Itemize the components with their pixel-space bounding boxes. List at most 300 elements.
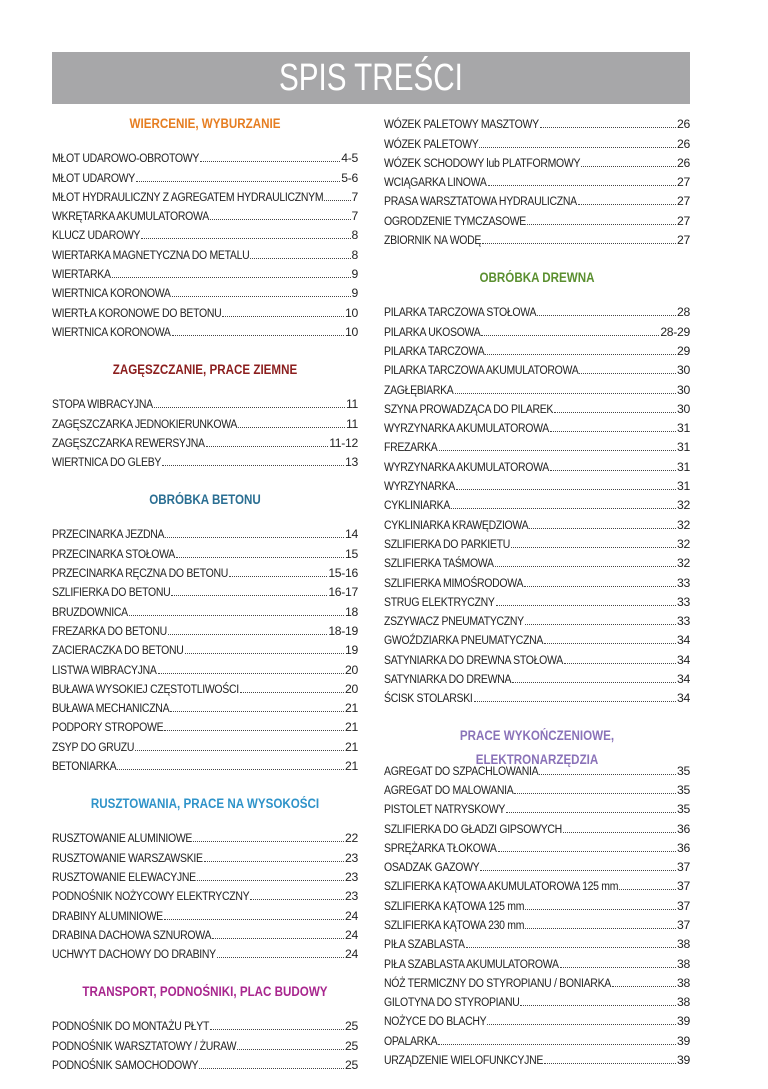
toc-entry[interactable]	[52, 242, 358, 261]
toc-entry-page: 25	[345, 1019, 358, 1034]
dotted-leader	[540, 127, 676, 128]
toc-entry-page: 32	[677, 536, 690, 551]
toc-entry-name: SZLIFIERKA DO GŁADZI GIPSOWYCH	[384, 821, 562, 836]
toc-entry-page: 9	[351, 286, 358, 301]
toc-entry-page: 21	[345, 701, 358, 716]
toc-entry[interactable]	[52, 281, 358, 300]
dotted-leader	[250, 258, 350, 259]
toc-entry[interactable]	[384, 990, 690, 1009]
section-heading: ZAGĘSZCZANIE, PRACE ZIEMNE	[112, 361, 298, 377]
toc-entry-page: 8	[351, 247, 358, 262]
toc-entry[interactable]	[384, 816, 690, 835]
dotted-leader	[439, 450, 676, 451]
toc-entry-page: 21	[345, 739, 358, 754]
toc-entry-name: AGREGAT DO MALOWANIA	[384, 782, 514, 797]
toc-entry[interactable]	[384, 913, 690, 932]
toc-entry[interactable]	[384, 416, 690, 435]
toc-entry-name: SZLIFIERKA KĄTOWA 230 mm	[384, 917, 525, 932]
toc-entry[interactable]	[384, 151, 690, 170]
dotted-leader	[482, 243, 676, 244]
toc-entry-name: SZLIFIERKA DO BETONU	[52, 585, 171, 600]
dotted-leader	[495, 566, 676, 567]
toc-entry[interactable]	[384, 1048, 690, 1067]
section-spacer	[384, 247, 690, 266]
toc-entry-name: STRUG ELEKTRYCZNY	[384, 594, 495, 609]
toc-entry[interactable]	[52, 580, 358, 599]
toc-entry-name: PILARKA TARCZOWA STOŁOWA	[384, 305, 537, 320]
dotted-leader	[204, 861, 344, 862]
dotted-leader	[170, 711, 344, 712]
toc-entry-name: AGREGAT DO SZPACHLOWANIA	[384, 763, 539, 778]
toc-entry-name: RUSZTOWANIE ELEWACYJNE	[52, 869, 196, 884]
toc-entry[interactable]	[384, 377, 690, 396]
toc-entry[interactable]	[52, 1014, 358, 1033]
toc-entry[interactable]	[52, 734, 358, 753]
toc-entry[interactable]	[52, 942, 358, 961]
toc-entry-name: SATYNIARKA DO DREWNA	[384, 672, 512, 687]
dotted-leader	[511, 547, 676, 548]
dotted-leader	[222, 316, 344, 317]
toc-entry[interactable]	[52, 204, 358, 223]
toc-entry-page: 37	[677, 879, 690, 894]
toc-entry[interactable]	[384, 874, 690, 893]
toc-entry-name: WIERTNICA KORONOWA	[52, 324, 171, 339]
toc-entry-page: 31	[677, 440, 690, 455]
dotted-leader	[199, 1068, 344, 1069]
dotted-leader	[200, 161, 340, 162]
toc-entry[interactable]	[52, 754, 358, 773]
dotted-leader	[525, 909, 676, 910]
toc-entry[interactable]	[384, 951, 690, 970]
toc-entry-name: UCHWYT DACHOWY DO DRABINY	[52, 947, 216, 962]
section-spacer	[52, 773, 358, 792]
toc-entry[interactable]	[384, 170, 690, 189]
toc-entry-page: 31	[677, 479, 690, 494]
toc-entry[interactable]	[384, 797, 690, 816]
dotted-leader	[162, 465, 344, 466]
toc-entry-page: 27	[677, 233, 690, 248]
toc-entry-page: 15	[345, 546, 358, 561]
toc-entry-name: SZLIFIERKA KĄTOWA 125 mm	[384, 898, 525, 913]
toc-section-wiercenie-wyburzanie	[52, 112, 358, 358]
toc-entry-name: PODNOŚNIK SAMOCHODOWY	[52, 1057, 199, 1072]
toc-entry[interactable]	[384, 189, 690, 208]
toc-entry-page: 33	[677, 614, 690, 629]
toc-entry-name: WIERTŁA KORONOWE DO BETONU	[52, 305, 222, 320]
toc-entry-name: PIŁA SZABLASTA AKUMULATOROWA	[384, 956, 559, 971]
toc-entry-name: ZBIORNIK NA WODĘ	[384, 233, 482, 248]
toc-entry[interactable]	[384, 778, 690, 797]
toc-entry[interactable]	[384, 300, 690, 319]
dotted-leader	[554, 412, 676, 413]
dotted-leader	[164, 730, 344, 731]
dotted-leader	[466, 947, 676, 948]
toc-entry-name: RUSZTOWANIE WARSZAWSKIE	[52, 850, 203, 865]
toc-entry-name: SPRĘŻARKA TŁOKOWA	[384, 840, 497, 855]
dotted-leader	[479, 147, 676, 148]
toc-entry-name: ŚCISK STOLARSKI	[384, 691, 473, 706]
toc-entry-name: CYKLINIARKA	[384, 498, 451, 513]
toc-entry-page: 31	[677, 459, 690, 474]
toc-entry-page: 5-6	[341, 170, 358, 185]
toc-entry-page: 4-5	[341, 151, 358, 166]
toc-entry[interactable]	[384, 339, 690, 358]
dotted-leader	[451, 508, 676, 509]
toc-section-rusztowania-prace-na-wysokosci	[52, 792, 358, 980]
toc-section-prace-wykonczeniowe-elektronarzedzia	[384, 724, 690, 1067]
dotted-leader	[165, 537, 344, 538]
toc-entry-list	[384, 112, 690, 247]
toc-entry[interactable]	[384, 1028, 690, 1047]
toc-entry-name: WÓZEK SCHODOWY lub PLATFORMOWY	[384, 155, 581, 170]
section-heading: OBRÓBKA BETONU	[149, 492, 261, 508]
toc-entry-name: DRABINA DACHOWA SZNUROWA	[52, 927, 212, 942]
toc-entry-name: MŁOT UDAROWY	[52, 170, 135, 185]
toc-entry-name: NOŻYCE DO BLACHY	[384, 1014, 487, 1029]
toc-entry-name: ZSYP DO GRUZU	[52, 739, 135, 754]
toc-entry-name: FREZARKA	[384, 440, 438, 455]
dotted-leader	[172, 296, 351, 297]
toc-entry[interactable]	[384, 836, 690, 855]
toc-entry-page: 33	[677, 594, 690, 609]
toc-entry[interactable]	[384, 628, 690, 647]
toc-entry[interactable]	[52, 657, 358, 676]
toc-entry-name: PILARKA TARCZOWA	[384, 343, 485, 358]
dotted-leader	[514, 793, 676, 794]
toc-entry-page: 11	[345, 416, 358, 431]
dotted-leader	[563, 832, 676, 833]
dotted-leader	[578, 204, 676, 205]
toc-entry-name: MŁOT UDAROWO-OBROTOWY	[52, 151, 200, 166]
dotted-leader	[240, 692, 344, 693]
toc-entry-name: BRUZDOWNICA	[52, 604, 128, 619]
toc-entry[interactable]	[384, 397, 690, 416]
toc-entry[interactable]	[52, 541, 358, 560]
toc-entry[interactable]	[384, 454, 690, 473]
dotted-leader	[171, 595, 327, 596]
toc-entry-list	[52, 146, 358, 339]
toc-entry[interactable]	[384, 667, 690, 686]
toc-entry[interactable]	[52, 677, 358, 696]
toc-entry-name: WYRZYNARKA AKUMULATOROWA	[384, 459, 549, 474]
toc-entry-list	[384, 758, 690, 1067]
dotted-leader	[141, 238, 350, 239]
toc-entry[interactable]	[52, 392, 358, 411]
dotted-leader	[550, 470, 676, 471]
toc-section-obrobka-drewna	[384, 266, 690, 724]
toc-entry-page: 25	[345, 1038, 358, 1053]
toc-entry-page: 24	[345, 947, 358, 962]
toc-entry-page: 18	[345, 604, 358, 619]
toc-entry-page: 21	[345, 720, 358, 735]
toc-entry[interactable]	[52, 865, 358, 884]
toc-right-column	[384, 112, 690, 1067]
toc-entry-page: 34	[677, 652, 690, 667]
toc-entry-page: 33	[677, 575, 690, 590]
toc-entry[interactable]	[384, 532, 690, 551]
toc-entry-list	[52, 1014, 358, 1072]
toc-entry-page: 35	[677, 763, 690, 778]
toc-entry[interactable]	[52, 884, 358, 903]
toc-entry-name: WYRZYNARKA AKUMULATOROWA	[384, 421, 549, 436]
toc-entry-page: 14	[345, 527, 358, 542]
toc-entry-page: 38	[677, 975, 690, 990]
toc-entry-page: 34	[677, 691, 690, 706]
dotted-leader	[185, 653, 345, 654]
dotted-leader	[158, 673, 345, 674]
toc-entry-name: WÓZEK PALETOWY	[384, 136, 479, 151]
toc-entry-page: 34	[677, 633, 690, 648]
toc-entry-name: PIŁA SZABLASTA	[384, 937, 465, 952]
toc-entry-name: SZLIFIERKA MIMOŚRODOWA	[384, 575, 524, 590]
toc-entry-page: 39	[677, 1014, 690, 1029]
toc-entry-page: 36	[677, 840, 690, 855]
toc-entry[interactable]	[52, 715, 358, 734]
toc-entry-name: WYRZYNARKA	[384, 479, 455, 494]
toc-entry[interactable]	[384, 131, 690, 150]
toc-entry[interactable]	[384, 474, 690, 493]
toc-entry-name: PRZECINARKA JEZDNA	[52, 527, 165, 542]
toc-entry[interactable]	[52, 903, 358, 922]
toc-entry-name: URZĄDZENIE WIELOFUNKCYJNE	[384, 1053, 544, 1068]
toc-entry[interactable]	[52, 262, 358, 281]
toc-entry-page: 30	[677, 401, 690, 416]
dotted-leader	[527, 224, 676, 225]
toc-entry-name: PRASA WARSZTATOWA HYDRAULICZNA	[384, 194, 577, 209]
toc-entry-name: RUSZTOWANIE ALUMINIOWE	[52, 831, 193, 846]
toc-entry-page: 39	[677, 1033, 690, 1048]
toc-entry[interactable]	[52, 1033, 358, 1052]
dotted-leader	[487, 1024, 676, 1025]
toc-entry-page: 27	[677, 175, 690, 190]
toc-entry[interactable]	[52, 411, 358, 430]
toc-entry[interactable]	[52, 300, 358, 319]
toc-entry[interactable]	[384, 435, 690, 454]
toc-entry-page: 22	[345, 831, 358, 846]
dotted-leader	[579, 373, 676, 374]
toc-entry-name: GILOTYNA DO STYROPIANU	[384, 995, 520, 1010]
toc-entry-page: 16-17	[328, 585, 358, 600]
dotted-leader	[496, 605, 676, 606]
toc-entry-name: PODNOŚNIK DO MONTAŻU PŁYT	[52, 1019, 210, 1034]
toc-entry[interactable]	[384, 609, 690, 628]
toc-entry[interactable]	[384, 1009, 690, 1028]
toc-entry[interactable]	[384, 228, 690, 247]
dotted-leader	[135, 750, 344, 751]
dotted-leader	[539, 774, 676, 775]
dotted-leader	[210, 219, 351, 220]
dotted-leader	[217, 957, 344, 958]
toc-entry-list	[384, 300, 690, 705]
toc-entry[interactable]	[384, 855, 690, 874]
toc-entry[interactable]	[52, 146, 358, 165]
toc-entry-name: SATYNIARKA DO DREWNA STOŁOWA	[384, 652, 563, 667]
dotted-leader	[544, 643, 676, 644]
toc-entry[interactable]	[384, 551, 690, 570]
toc-entry[interactable]	[52, 450, 358, 469]
dotted-leader	[480, 870, 676, 871]
dotted-leader	[197, 880, 344, 881]
dotted-leader	[238, 427, 345, 428]
toc-entry-page: 23	[345, 869, 358, 884]
toc-entry-page: 24	[345, 908, 358, 923]
dotted-leader	[129, 615, 344, 616]
toc-entry[interactable]	[384, 647, 690, 666]
toc-entry[interactable]	[384, 208, 690, 227]
toc-entry-page: 7	[351, 209, 358, 224]
toc-entry-page: 23	[345, 850, 358, 865]
toc-entry-name: MŁOT HYDRAULICZNY Z AGREGATEM HYDRAULICZNYM	[52, 189, 324, 204]
toc-entry[interactable]	[384, 319, 690, 338]
toc-entry[interactable]	[52, 431, 358, 450]
toc-entry-name: PISTOLET NATRYSKOWY	[384, 802, 506, 817]
toc-entry-list	[52, 522, 358, 773]
toc-entry[interactable]	[384, 893, 690, 912]
toc-entry[interactable]	[384, 590, 690, 609]
toc-entry-page: 36	[677, 821, 690, 836]
toc-entry-page: 24	[345, 927, 358, 942]
toc-entry-page: 39	[677, 1053, 690, 1068]
dotted-leader	[456, 489, 676, 490]
toc-entry[interactable]	[52, 320, 358, 339]
dotted-leader	[324, 200, 350, 201]
toc-entry-page: 11-12	[329, 435, 358, 450]
toc-entry-name: SZYNA PROWADZĄCA DO PILAREK	[384, 401, 554, 416]
toc-entry[interactable]	[384, 932, 690, 951]
toc-entry-list	[52, 826, 358, 961]
page-header	[52, 52, 690, 104]
toc-entry-name: SZLIFIERKA KĄTOWA AKUMULATOROWA 125 mm	[384, 879, 619, 894]
toc-entry-name: WIERTARKA MAGNETYCZNA DO METALU	[52, 247, 250, 262]
dotted-leader	[212, 938, 344, 939]
dotted-leader	[112, 277, 351, 278]
toc-entry-page: 28	[677, 305, 690, 320]
toc-entry[interactable]	[384, 493, 690, 512]
toc-entry[interactable]	[52, 561, 358, 580]
toc-entry-name: SZLIFIERKA DO PARKIETU	[384, 536, 510, 551]
toc-entry-name: PILARKA UKOSOWA	[384, 324, 481, 339]
toc-section-obrobka-betonu	[52, 488, 358, 792]
toc-entry[interactable]	[52, 619, 358, 638]
section-heading: WIERCENIE, WYBURZANIE	[129, 116, 281, 131]
section-heading: RUSZTOWANIA, PRACE NA WYSOKOŚCI	[90, 796, 320, 812]
page-title: SPIS TREŚCI	[279, 56, 463, 99]
toc-entry[interactable]	[52, 845, 358, 864]
toc-entry-page: 31	[677, 421, 690, 436]
dotted-leader	[206, 446, 329, 447]
toc-entry-name: WKRĘTARKA AKUMULATOROWA	[52, 209, 209, 224]
toc-left-column	[52, 112, 358, 1072]
toc-entry-name: PODNOŚNIK WARSZTATOWY / ŻURAW	[52, 1038, 237, 1053]
toc-entry-page: 10	[345, 324, 358, 339]
dotted-leader	[176, 557, 344, 558]
toc-entry-name: BUŁAWA MECHANICZNA	[52, 701, 170, 716]
toc-entry[interactable]	[52, 1053, 358, 1072]
toc-entry-name: GWOŹDZIARKA PNEUMATYCZNA	[384, 633, 544, 648]
toc-entry-name: DRABINY ALUMINIOWE	[52, 908, 163, 923]
dotted-leader	[506, 812, 676, 813]
dotted-leader	[164, 919, 344, 920]
toc-entry[interactable]	[52, 826, 358, 845]
toc-entry[interactable]	[52, 923, 358, 942]
toc-entry-page: 18-19	[328, 623, 358, 638]
toc-entry-page: 7	[351, 189, 358, 204]
toc-entry-page: 34	[677, 672, 690, 687]
dotted-leader	[438, 1044, 676, 1045]
dotted-leader	[250, 899, 344, 900]
dotted-leader	[168, 634, 327, 635]
toc-entry[interactable]	[384, 570, 690, 589]
toc-entry-name: ZAGŁĘBIARKA	[384, 382, 454, 397]
toc-entry[interactable]	[52, 599, 358, 618]
toc-entry[interactable]	[384, 112, 690, 131]
dotted-leader	[520, 1005, 676, 1006]
toc-entry-page: 26	[677, 136, 690, 151]
section-heading: PRACE WYKOŃCZENIOWE, ELEKTRONARZĘDZIA	[459, 728, 615, 768]
toc-entry[interactable]	[52, 223, 358, 242]
toc-entry-name: BUŁAWA WYSOKIEJ CZĘSTOTLIWOŚCI	[52, 681, 239, 696]
toc-entry-name: PILARKA TARCZOWA AKUMULATOROWA	[384, 363, 579, 378]
toc-entry[interactable]	[384, 512, 690, 531]
toc-entry-name: KLUCZ UDAROWY	[52, 228, 141, 243]
toc-entry-name: WIERTARKA	[52, 267, 111, 282]
toc-entry-page: 27	[677, 194, 690, 209]
dotted-leader	[550, 431, 676, 432]
toc-entry-page: 38	[677, 956, 690, 971]
dotted-leader	[564, 663, 676, 664]
toc-entry[interactable]	[384, 686, 690, 705]
section-spacer	[52, 339, 358, 358]
dotted-leader	[474, 701, 677, 702]
toc-entry[interactable]	[52, 696, 358, 715]
dotted-leader	[117, 769, 344, 770]
section-heading: OBRÓBKA DREWNA	[479, 270, 595, 286]
dotted-leader	[544, 1063, 676, 1064]
toc-entry-page: 30	[677, 382, 690, 397]
dotted-leader	[581, 166, 676, 167]
toc-entry-name: OSADZAK GAZOWY	[384, 860, 480, 875]
toc-entry-page: 37	[677, 860, 690, 875]
toc-entry[interactable]	[384, 358, 690, 377]
toc-entry-page: 20	[345, 662, 358, 677]
toc-entry[interactable]	[52, 522, 358, 541]
toc-entry-name: ZAGĘSZCZARKA REWERSYJNA	[52, 435, 205, 450]
section-spacer	[52, 469, 358, 488]
toc-entry[interactable]	[52, 638, 358, 657]
toc-entry[interactable]	[52, 165, 358, 184]
toc-entry-name: ZACIERACZKA DO BETONU	[52, 643, 184, 658]
toc-entry-page: 37	[677, 917, 690, 932]
toc-section-zageszczanie-prace-ziemne	[52, 358, 358, 488]
toc-entry[interactable]	[384, 971, 690, 990]
toc-entry-name: ZAGĘSZCZARKA JEDNOKIERUNKOWA	[52, 416, 238, 431]
dotted-leader	[136, 181, 340, 182]
toc-entry-name: OGRODZENIE TYMCZASOWE	[384, 213, 526, 228]
toc-entry-page: 15-16	[328, 566, 358, 581]
toc-entry-page: 29	[677, 343, 690, 358]
toc-entry-page: 25	[345, 1057, 358, 1072]
dotted-leader	[193, 841, 344, 842]
dotted-leader	[485, 354, 676, 355]
toc-entry-page: 28-29	[660, 324, 690, 339]
dotted-leader	[537, 315, 676, 316]
toc-entry-name: WÓZEK PALETOWY MASZTOWY	[384, 117, 539, 132]
toc-entry[interactable]	[52, 185, 358, 204]
toc-entry-name: PODNOŚNIK NOŻYCOWY ELEKTRYCZNY	[52, 889, 250, 904]
toc-entry-name: WIERTNICA DO GLEBY	[52, 455, 162, 470]
toc-entry-page: 38	[677, 995, 690, 1010]
toc-entry-page: 26	[677, 155, 690, 170]
